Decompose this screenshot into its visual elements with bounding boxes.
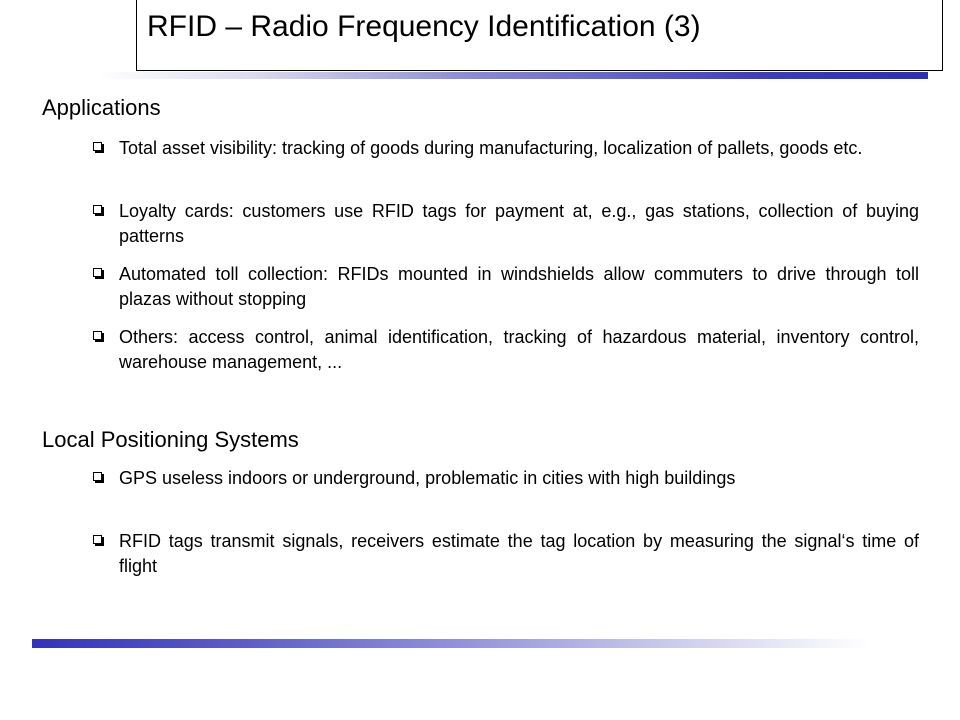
square-bullet-icon: [93, 205, 102, 214]
square-bullet-icon: [93, 142, 102, 151]
title-box: [136, 0, 943, 71]
square-bullet-icon: [93, 331, 102, 340]
section-heading-local-positioning: Local Positioning Systems: [42, 427, 299, 452]
section-heading-applications: Applications: [42, 95, 161, 120]
bullet-text: GPS useless indoors or underground, problematic in cities with high buildings: [119, 468, 736, 488]
square-bullet-icon: [93, 472, 102, 481]
title-underline-bar: [98, 72, 928, 79]
slide-title: RFID – Radio Frequency Identification (3): [147, 10, 701, 43]
square-bullet-icon: [93, 268, 102, 277]
bullet-text: Total asset visibility: tracking of goods during manufacturing, localization of pallets, goods etc.: [119, 138, 863, 158]
footer-gradient-bar: [32, 639, 868, 648]
square-bullet-icon: [93, 535, 102, 544]
bullet-text: Loyalty cards: customers use RFID tags for payment at, e.g., gas stations, collection of buying patterns: [119, 201, 919, 246]
bullet-text: Others: access control, animal identification, tracking of hazardous material, inventory control, warehouse management, ...: [119, 327, 919, 372]
bullet-text: Automated toll collection: RFIDs mounted in windshields allow commuters to drive through toll plazas without stopping: [119, 264, 919, 309]
bullet-text: RFID tags transmit signals, receivers estimate the tag location by measuring the signal‘s time of flight: [119, 531, 919, 576]
